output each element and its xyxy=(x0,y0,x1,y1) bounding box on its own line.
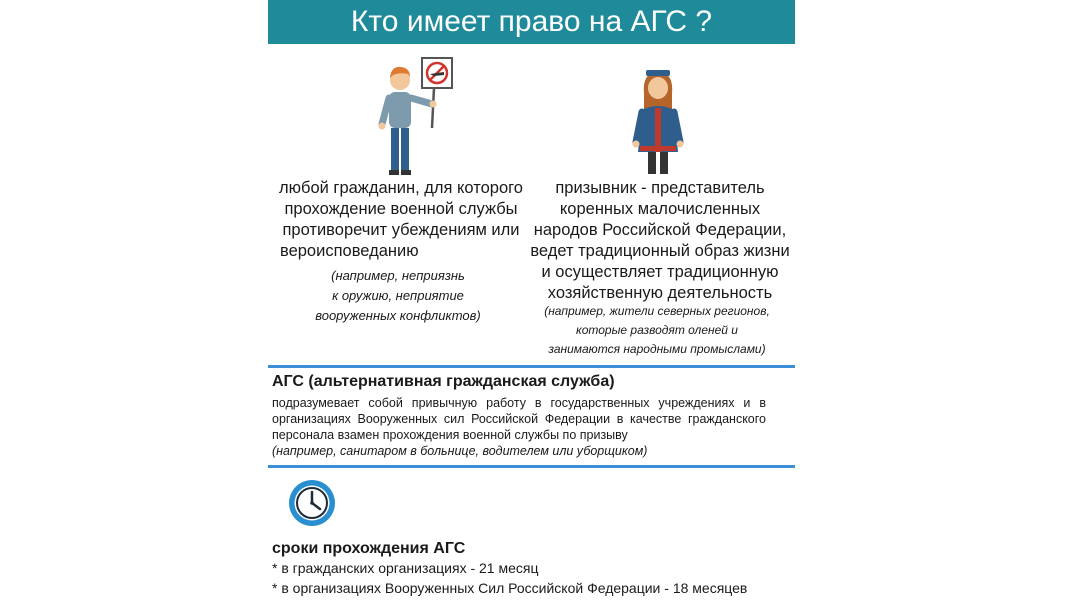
left-note-line: (например, неприязнь xyxy=(331,268,465,283)
indigenous-woman-figure-icon xyxy=(626,64,690,178)
right-description xyxy=(524,178,796,304)
ags-description: подразумевает собой привычную работу в государственных учреждениях и в организациях Вооруженных сил Российской Федерации в качестве гражданского персонала взамен прохождения военной службы по призыву xyxy=(272,396,766,442)
section-divider xyxy=(268,465,795,468)
left-note xyxy=(282,266,514,326)
ags-title: АГС (альтернативная гражданская служба) xyxy=(272,373,615,390)
right-line: коренных малочисленных xyxy=(559,200,761,218)
right-note-line: которые разводят оленей и xyxy=(576,323,738,337)
right-note-line: занимаются народными промыслами) xyxy=(548,342,766,356)
ags-body xyxy=(272,395,766,459)
right-note xyxy=(516,302,798,359)
left-note-line: к оружию, неприятие xyxy=(332,288,464,303)
right-note-line: (например, жители северных регионов, xyxy=(544,304,770,318)
left-line: любой гражданин, для которого xyxy=(279,179,523,197)
ags-example: (например, санитаром в больнице, водителем или уборщиком) xyxy=(272,444,648,458)
page-title-text: Кто имеет право на АГС ? xyxy=(350,5,713,38)
right-line: хозяйственную деятельность xyxy=(547,284,773,302)
protester-figure-icon xyxy=(360,52,460,176)
section-divider xyxy=(268,365,795,368)
clock-icon xyxy=(287,478,337,528)
left-line: прохождение военной службы xyxy=(284,200,518,218)
right-line: ведет традиционный образ жизни xyxy=(530,242,790,260)
right-line: народов Российской Федерации, xyxy=(533,221,787,239)
left-line: противоречит убеждениям или xyxy=(282,221,520,239)
left-line: вероисповеданию xyxy=(280,242,419,260)
right-line: и осуществляет традиционную xyxy=(541,263,779,281)
terms-title: сроки прохождения АГС xyxy=(272,540,466,557)
left-note-line: вооруженных конфликтов) xyxy=(315,308,481,323)
right-line: призывник - представитель xyxy=(555,179,765,197)
terms-item: * в организациях Вооруженных Сил Российской Федерации - 18 месяцев xyxy=(272,580,748,596)
terms-item: * в гражданских организациях - 21 месяц xyxy=(272,560,539,576)
left-description xyxy=(270,178,532,262)
page-title xyxy=(268,0,795,44)
